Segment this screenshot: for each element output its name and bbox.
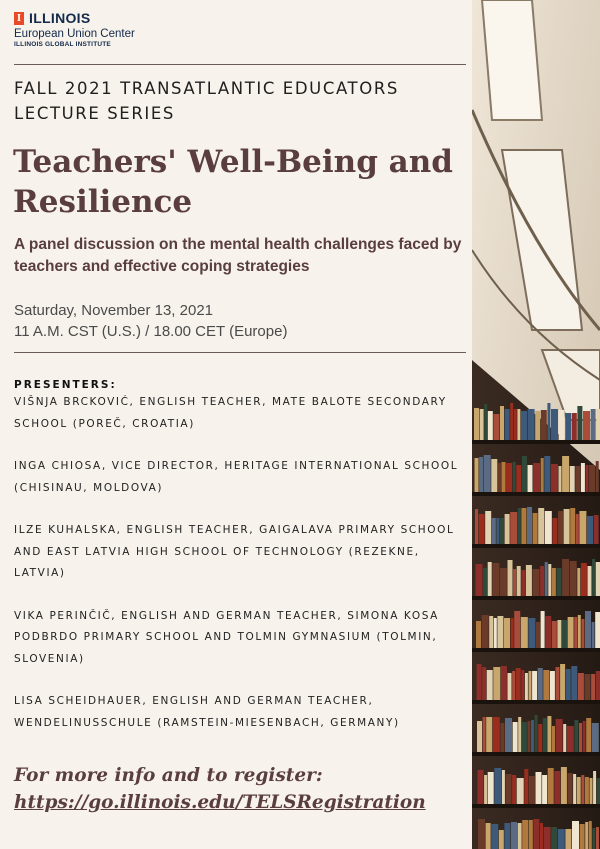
shelf-plank — [472, 492, 600, 496]
presenter-item: ILZE KUHALSKA, ENGLISH TEACHER, GAIGALAVA PRIMARY SCHOOL AND EAST LATVIA HIGH SCHOOL OF TECHNOLOGY (REZEKNE, LATVIA) — [14, 524, 455, 579]
book-spine — [478, 819, 485, 849]
book-spine — [479, 514, 485, 544]
book-spine — [545, 616, 551, 648]
book-spine — [552, 621, 557, 648]
book-spine — [586, 465, 589, 492]
book-spine — [477, 664, 482, 700]
book-spine — [517, 566, 521, 596]
book-spine — [547, 716, 551, 752]
presenters-section — [14, 378, 464, 755]
book-spine — [518, 717, 521, 752]
book-spine — [484, 455, 491, 492]
book-spine — [557, 620, 561, 648]
book-spine — [521, 411, 527, 440]
book-spine — [570, 508, 575, 544]
book-spine — [536, 622, 540, 648]
book-spine — [513, 462, 516, 492]
book-spine — [498, 463, 501, 492]
book-spine — [542, 775, 547, 804]
book-spine — [494, 768, 501, 804]
book-spine — [474, 408, 479, 440]
book-spine — [478, 770, 484, 804]
book-spine — [576, 514, 579, 544]
book-spine — [556, 667, 560, 700]
book-spine — [547, 403, 550, 440]
book-spine — [585, 822, 588, 849]
book-spine — [512, 775, 516, 804]
book-spine — [528, 618, 535, 648]
book-spine — [551, 464, 558, 492]
book-spine — [559, 410, 565, 440]
book-spine — [529, 776, 535, 804]
book-spine — [525, 673, 528, 700]
presenter-item: INGA CHIOSA, VICE DIRECTOR, HERITAGE INTERNATIONAL SCHOOL (CHISINAU, MOLDOVA) — [14, 460, 459, 494]
book-spine — [568, 773, 573, 804]
book-spine — [522, 456, 527, 492]
book-spine — [573, 774, 576, 804]
book-spine — [488, 562, 492, 596]
book-spine — [572, 413, 577, 440]
book-spine — [548, 564, 551, 596]
book-spine — [484, 404, 487, 440]
book-spine — [579, 723, 582, 752]
presenter-item: LISA SCHEIDHAUER, ENGLISH AND GERMAN TEACHER, WENDELINUSSCHULE (RAMSTEIN-MIESENBACH, GERMANY) — [14, 695, 400, 729]
book-spine — [541, 458, 544, 492]
book-spine — [524, 769, 528, 804]
book-spine — [562, 456, 569, 492]
book-spine — [510, 512, 517, 544]
event-subtitle: A panel discussion on the mental health challenges faced by teachers and effective coping strategies — [14, 236, 462, 275]
book-spine — [574, 617, 577, 648]
event-time: 11 A.M. CST (U.S.) / 18.00 CET (Europe) — [14, 323, 288, 340]
book-spine — [567, 726, 574, 752]
register-text: For more info and to register: — [14, 765, 323, 786]
event-title: Teachers' Well-Being and Resilience — [13, 144, 453, 220]
book-spine — [565, 829, 571, 849]
book-spine — [540, 823, 543, 849]
book-spine — [570, 466, 575, 492]
book-spine — [479, 457, 483, 492]
book-spine — [562, 620, 567, 648]
event-date: Saturday, November 13, 2021 — [14, 302, 214, 319]
book-spine — [526, 565, 532, 596]
book-spine — [596, 562, 600, 596]
book-spine — [592, 559, 595, 596]
book-spine — [552, 568, 556, 596]
shelf-plank — [472, 752, 600, 756]
book-spine — [511, 618, 514, 648]
book-spine — [544, 456, 550, 492]
book-spine — [556, 719, 563, 752]
book-spine — [476, 564, 483, 596]
book-spine — [560, 664, 565, 700]
book-spine — [500, 723, 504, 752]
book-spine — [535, 715, 538, 752]
book-spine — [485, 511, 491, 544]
book-spine — [548, 768, 554, 804]
book-spine — [499, 830, 504, 849]
book-spine — [518, 508, 521, 544]
book-spine — [500, 518, 504, 544]
book-spine — [536, 772, 542, 804]
book-spine — [505, 718, 512, 752]
book-spine — [588, 566, 592, 596]
book-spine — [483, 717, 486, 752]
book-spine — [529, 671, 532, 700]
book-spine — [532, 671, 537, 700]
book-spine — [527, 721, 530, 752]
book-spine — [500, 406, 504, 440]
book-spine — [552, 518, 557, 544]
book-spine — [508, 673, 512, 700]
book-spine — [581, 775, 584, 804]
book-spine — [564, 509, 570, 544]
book-spine — [482, 615, 489, 648]
book-spine — [505, 409, 510, 440]
book-spine — [518, 823, 522, 849]
shelf-plank — [472, 544, 600, 548]
book-spine — [538, 724, 542, 752]
book-spine — [487, 670, 493, 700]
book-spine — [540, 566, 544, 596]
book-spine — [581, 563, 587, 596]
bookshelves-illustration — [472, 0, 600, 849]
book-spine — [493, 414, 499, 440]
book-spine — [581, 463, 585, 492]
book-spine — [544, 827, 551, 849]
book-spine — [592, 828, 595, 849]
book-spine — [558, 829, 565, 849]
book-spine — [494, 618, 497, 648]
book-spine — [514, 611, 520, 648]
book-spine — [541, 410, 547, 440]
book-spine — [501, 666, 507, 700]
book-spine — [491, 459, 497, 492]
book-spine — [513, 569, 516, 596]
book-spine — [538, 668, 543, 700]
book-spine — [538, 508, 544, 544]
book-spine — [554, 771, 560, 804]
book-spine — [590, 778, 593, 804]
book-spine — [595, 612, 600, 648]
book-spine — [511, 822, 517, 849]
book-spine — [578, 673, 584, 700]
book-spine — [552, 726, 555, 752]
book-spine — [488, 772, 494, 804]
book-spine — [480, 409, 484, 440]
book-spine — [586, 718, 591, 752]
book-spine — [493, 717, 500, 752]
book-spine — [497, 616, 503, 648]
book-spine — [583, 411, 590, 440]
book-spine — [577, 777, 581, 804]
book-spine — [477, 721, 482, 752]
book-spine — [533, 513, 538, 544]
book-spine — [591, 409, 596, 440]
presenter-item: VIŠNJA BRCKOVIĆ, ENGLISH TEACHER, MATE BALOTE SECONDARY SCHOOL (POREČ, CROATIA) — [14, 396, 447, 430]
book-spine — [488, 411, 493, 440]
book-spine — [566, 669, 571, 700]
book-spine — [580, 824, 585, 849]
book-spine — [551, 827, 557, 849]
book-spine — [577, 568, 580, 596]
book-spine — [575, 466, 580, 492]
register-link[interactable]: https://go.illinois.edu/TELSRegistration — [14, 792, 426, 813]
book-spine — [492, 518, 496, 544]
shelf-plank — [472, 804, 600, 808]
book-spine — [506, 463, 512, 492]
block-i-icon: I — [14, 12, 24, 25]
book-spine — [512, 671, 515, 700]
book-spine — [570, 561, 577, 596]
presenter-item: VIKA PERINČIČ, ENGLISH AND GERMAN TEACHER, SIMONA KOSA PODBRDO PRIMARY SCHOOL AND TOLMIN GYMNASIUM (TOLMIN, SLOVENIA) — [14, 609, 439, 665]
book-spine — [545, 511, 552, 544]
book-spine — [545, 562, 548, 596]
book-spine — [543, 718, 547, 752]
book-spine — [533, 819, 539, 849]
illinois-logo — [14, 10, 135, 48]
book-spine — [533, 569, 540, 596]
book-spine — [583, 721, 586, 752]
book-spine — [516, 668, 521, 700]
book-spine — [514, 409, 517, 440]
shelf-plank — [472, 648, 600, 652]
shelf-plank — [472, 700, 600, 704]
book-spine — [486, 717, 492, 752]
book-spine — [589, 465, 595, 492]
book-spine — [482, 667, 486, 700]
top-divider — [14, 64, 466, 65]
book-spine — [475, 509, 478, 544]
book-spine — [502, 462, 506, 492]
book-spine — [541, 611, 545, 648]
book-spine — [551, 409, 558, 440]
book-spine — [585, 777, 589, 804]
book-spine — [591, 674, 595, 700]
book-spine — [571, 666, 577, 700]
book-spine — [592, 723, 599, 752]
book-spine — [483, 568, 487, 596]
presenters-heading: PRESENTERS: — [14, 379, 117, 391]
book-spine — [531, 720, 534, 752]
series-heading: FALL 2021 TRANSATLANTIC EDUCATORS LECTURE SERIES — [14, 79, 399, 123]
event-datetime — [14, 300, 464, 342]
logo-center: European Union Center — [14, 28, 135, 40]
book-spine — [589, 821, 592, 849]
book-spine — [592, 622, 595, 648]
book-spine — [557, 568, 562, 596]
book-spine — [502, 770, 505, 804]
book-spine — [585, 674, 591, 700]
book-spine — [513, 722, 518, 752]
book-spine — [596, 827, 599, 849]
book-spine — [489, 616, 493, 648]
book-spine — [562, 559, 569, 596]
book-spine — [521, 617, 528, 648]
library-bookshelves-photo — [472, 0, 600, 849]
book-spine — [587, 516, 593, 544]
shelf-plank — [472, 596, 600, 600]
book-spine — [565, 413, 571, 440]
book-spine — [558, 511, 563, 544]
book-spine — [561, 767, 567, 804]
book-spine — [493, 667, 500, 700]
book-spine — [522, 722, 527, 752]
book-spine — [505, 514, 510, 544]
book-spine — [484, 775, 487, 804]
book-spine — [585, 611, 591, 648]
register-cta — [14, 762, 464, 816]
book-spine — [475, 458, 479, 492]
book-spine — [574, 720, 578, 752]
book-spine — [559, 466, 562, 492]
book-spine — [594, 515, 599, 544]
book-spine — [596, 409, 600, 440]
book-spine — [491, 824, 498, 849]
book-spine — [521, 570, 525, 596]
book-spine — [550, 671, 555, 700]
book-spine — [508, 560, 513, 596]
book-spine — [578, 615, 581, 648]
book-spine — [543, 670, 549, 700]
book-spine — [521, 670, 524, 700]
book-spine — [510, 403, 513, 440]
logo-name: ILLINOIS — [29, 10, 91, 26]
book-spine — [581, 619, 584, 648]
book-spine — [579, 511, 586, 544]
book-spine — [596, 671, 600, 700]
book-spine — [492, 563, 499, 596]
book-spine — [568, 617, 574, 648]
book-spine — [517, 409, 520, 440]
book-spine — [496, 518, 499, 544]
book-spine — [596, 461, 599, 492]
book-spine — [528, 409, 535, 440]
book-spine — [476, 621, 481, 648]
book-spine — [529, 820, 533, 849]
book-spine — [528, 465, 533, 492]
book-spine — [504, 618, 510, 648]
book-spine — [486, 823, 491, 849]
book-spine — [504, 823, 510, 849]
shelf-plank — [472, 440, 600, 444]
book-spine — [517, 778, 524, 804]
book-spine — [521, 508, 526, 544]
book-spine — [563, 724, 566, 752]
book-spine — [506, 774, 512, 804]
middle-divider — [14, 352, 466, 353]
book-spine — [577, 406, 582, 440]
book-spine — [527, 507, 532, 544]
book-spine — [533, 463, 540, 492]
book-spine — [535, 411, 540, 440]
book-spine — [500, 568, 507, 596]
book-spine — [522, 820, 528, 849]
logo-institute: ILLINOIS GLOBAL INSTITUTE — [14, 41, 111, 48]
book-spine — [593, 771, 596, 804]
book-spine — [516, 465, 521, 492]
book-spine — [572, 821, 579, 849]
